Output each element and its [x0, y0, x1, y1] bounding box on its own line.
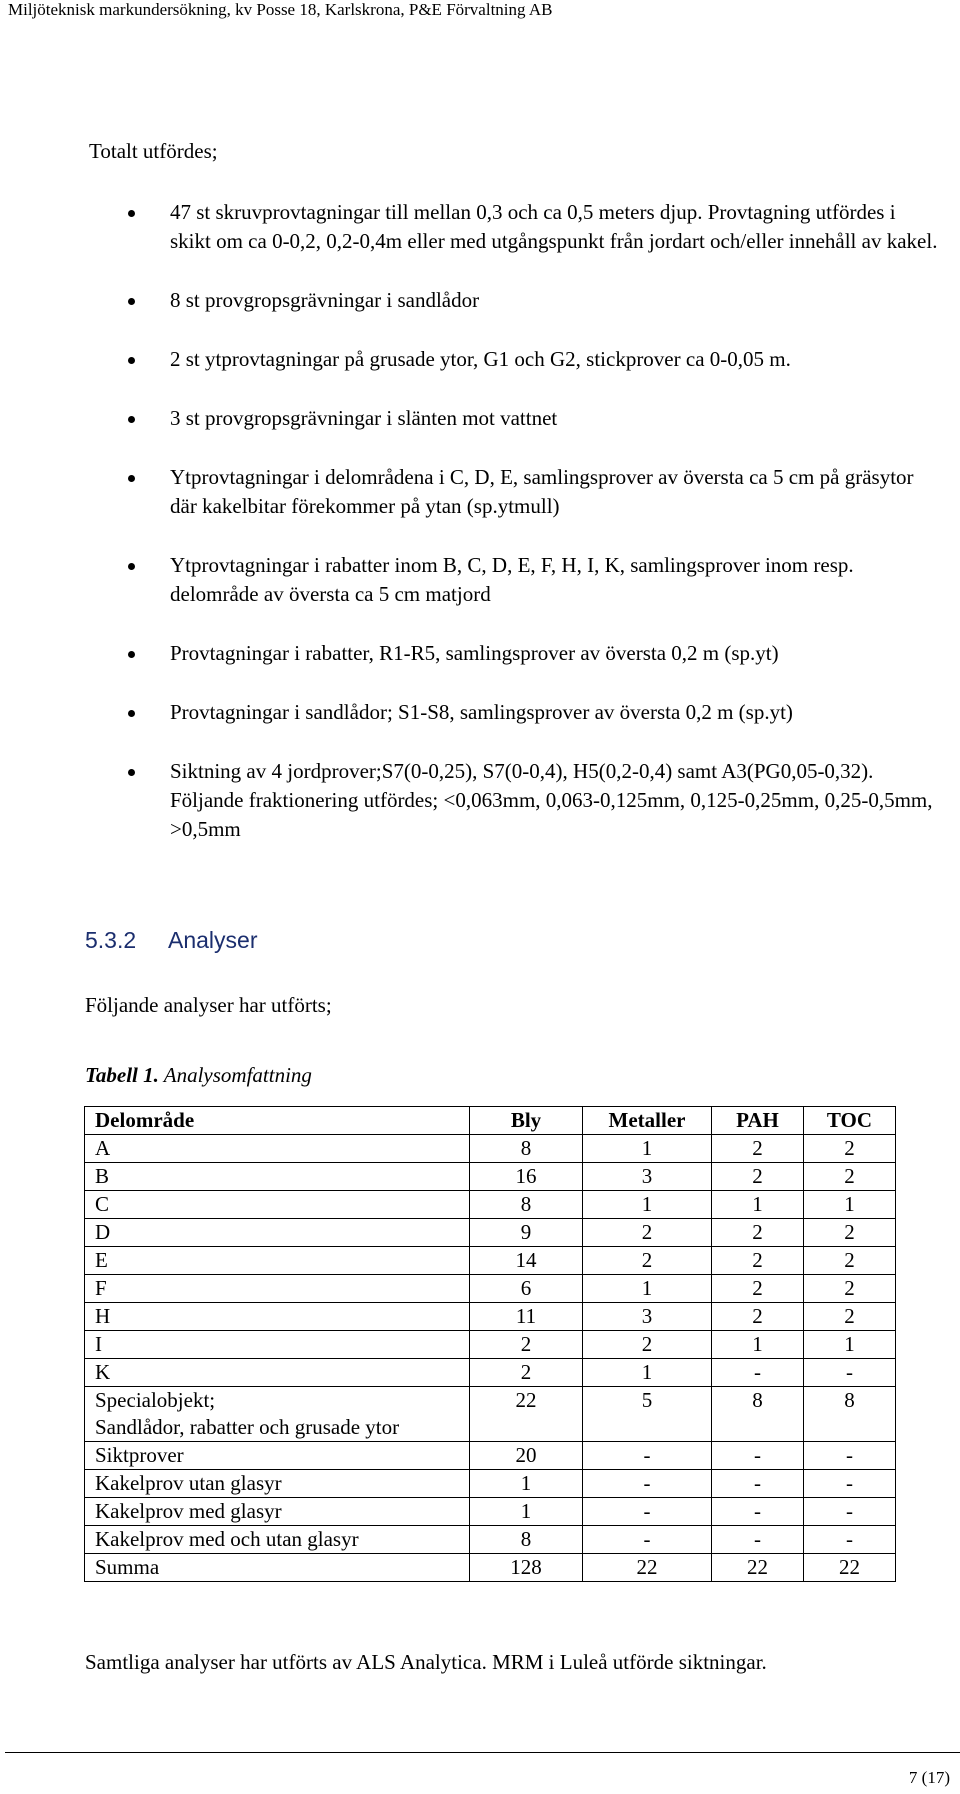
table-row	[85, 1219, 896, 1247]
table-cell: C	[85, 1191, 470, 1219]
table-cell: Kakelprov utan glasyr	[85, 1470, 470, 1498]
table-cell: 2	[583, 1247, 712, 1275]
bullet-item: Siktning av 4 jordprover;S7(0-0,25), S7(0-0,4), H5(0,2-0,4) samt A3(PG0,05-0,32). Följande fraktionering utfördes; <0,063mm, 0,063-0,125mm, 0,125-0,25mm, 0,25-0,5mm, >0,5mm	[128, 757, 938, 844]
table-cell: 2	[583, 1331, 712, 1359]
table-cell: Kakelprov med glasyr	[85, 1498, 470, 1526]
table-cell: Siktprover	[85, 1442, 470, 1470]
table-row	[85, 1247, 896, 1275]
table-cell: 1	[712, 1331, 804, 1359]
table-cell: 2	[712, 1275, 804, 1303]
table-cell: 1	[470, 1470, 583, 1498]
table-cell: 2	[712, 1163, 804, 1191]
bullet-list	[128, 198, 938, 874]
table-cell: 2	[804, 1275, 896, 1303]
table-cell: 2	[804, 1135, 896, 1163]
table-cell: 1	[712, 1191, 804, 1219]
bullet-item: 3 st provgropsgrävningar i slänten mot vattnet	[128, 404, 938, 433]
table-cell: B	[85, 1163, 470, 1191]
table-row	[85, 1554, 896, 1582]
section-title: Analyser	[168, 927, 258, 953]
table-cell: 6	[470, 1275, 583, 1303]
table-cell: -	[712, 1359, 804, 1387]
table-cell: Kakelprov med och utan glasyr	[85, 1526, 470, 1554]
analysis-table	[84, 1106, 896, 1582]
table-cell: 1	[470, 1498, 583, 1526]
table-cell: 1	[804, 1191, 896, 1219]
table-cell: 22	[712, 1554, 804, 1582]
table-caption-text: Analysomfattning	[158, 1063, 312, 1087]
table-cell: -	[804, 1526, 896, 1554]
table-cell: -	[583, 1498, 712, 1526]
table-cell: 8	[712, 1387, 804, 1442]
table-cell: -	[583, 1442, 712, 1470]
table-cell: -	[583, 1470, 712, 1498]
table-cell: 2	[712, 1135, 804, 1163]
table-cell: 2	[804, 1303, 896, 1331]
table-cell: 9	[470, 1219, 583, 1247]
header-cell: Metaller	[583, 1107, 712, 1135]
header-cell: PAH	[712, 1107, 804, 1135]
table-row	[85, 1303, 896, 1331]
table-cell: -	[712, 1470, 804, 1498]
table-cell: -	[804, 1442, 896, 1470]
bullet-item: 47 st skruvprovtagningar till mellan 0,3 och ca 0,5 meters djup. Provtagning utfördes i skikt om ca 0-0,2, 0,2-0,4m eller med utgångspunkt från jordart och/eller innehåll av kakel.	[128, 198, 938, 256]
table-row	[85, 1387, 896, 1442]
table-row	[85, 1331, 896, 1359]
table-cell: I	[85, 1331, 470, 1359]
footer-divider	[5, 1752, 960, 1753]
table-row	[85, 1470, 896, 1498]
table-cell: D	[85, 1219, 470, 1247]
table-header-row	[85, 1107, 896, 1135]
table-cell: 8	[470, 1135, 583, 1163]
table-cell: 5	[583, 1387, 712, 1442]
table-cell: Summa	[85, 1554, 470, 1582]
lead-text: Följande analyser har utförts;	[85, 993, 332, 1017]
table-row	[85, 1135, 896, 1163]
bullet-item: Provtagningar i sandlådor; S1-S8, samlingsprover av översta 0,2 m (sp.yt)	[128, 698, 938, 727]
table-cell: K	[85, 1359, 470, 1387]
table-cell: A	[85, 1135, 470, 1163]
table-cell: 8	[804, 1387, 896, 1442]
table-cell: E	[85, 1247, 470, 1275]
table-caption	[85, 1063, 312, 1088]
document-header: Miljöteknisk markundersökning, kv Posse 18, Karlskrona, P&E Förvaltning AB	[8, 0, 553, 19]
closing-text: Samtliga analyser har utförts av ALS Analytica. MRM i Luleå utförde siktningar.	[85, 1650, 767, 1674]
table-cell: H	[85, 1303, 470, 1331]
header-cell: TOC	[804, 1107, 896, 1135]
bullet-item: Provtagningar i rabatter, R1-R5, samlingsprover av översta 0,2 m (sp.yt)	[128, 639, 938, 668]
table-cell: 2	[712, 1303, 804, 1331]
table-cell: 22	[470, 1387, 583, 1442]
table-cell: 16	[470, 1163, 583, 1191]
header-cell: Delområde	[85, 1107, 470, 1135]
bullet-item: Ytprovtagningar i delområdena i C, D, E, samlingsprover av översta ca 5 cm på gräsytor där kakelbitar förekommer på ytan (sp.ytmull)	[128, 463, 938, 521]
table-row	[85, 1359, 896, 1387]
section-heading	[85, 927, 257, 954]
table-cell: 8	[470, 1191, 583, 1219]
table-cell: 2	[470, 1331, 583, 1359]
bullet-item: 8 st provgropsgrävningar i sandlådor	[128, 286, 938, 315]
table-cell: -	[804, 1470, 896, 1498]
table-cell: 2	[712, 1247, 804, 1275]
table-cell: 1	[583, 1275, 712, 1303]
table-cell: 128	[470, 1554, 583, 1582]
table-cell: 2	[804, 1163, 896, 1191]
table-cell: -	[712, 1526, 804, 1554]
table-cell: 14	[470, 1247, 583, 1275]
section-number: 5.3.2	[85, 927, 137, 953]
table-row	[85, 1526, 896, 1554]
table-cell: 2	[712, 1219, 804, 1247]
table-caption-label: Tabell 1.	[85, 1063, 159, 1087]
table-row	[85, 1191, 896, 1219]
table-cell: 2	[804, 1247, 896, 1275]
table-row	[85, 1498, 896, 1526]
table-cell: 20	[470, 1442, 583, 1470]
table-cell: 11	[470, 1303, 583, 1331]
table-cell: -	[804, 1498, 896, 1526]
table-cell: 1	[583, 1359, 712, 1387]
table-cell: 1	[583, 1135, 712, 1163]
table-cell: 3	[583, 1303, 712, 1331]
bullet-item: Ytprovtagningar i rabatter inom B, C, D, E, F, H, I, K, samlingsprover inom resp. delområde av översta ca 5 cm matjord	[128, 551, 938, 609]
header-cell: Bly	[470, 1107, 583, 1135]
table-row	[85, 1275, 896, 1303]
table-cell: 22	[583, 1554, 712, 1582]
table-cell: 3	[583, 1163, 712, 1191]
table-cell: -	[583, 1526, 712, 1554]
table-cell: 2	[470, 1359, 583, 1387]
table-cell: Specialobjekt; Sandlådor, rabatter och grusade ytor	[85, 1387, 470, 1442]
table-cell: 2	[583, 1219, 712, 1247]
table-cell: -	[712, 1442, 804, 1470]
intro-text: Totalt utfördes;	[89, 139, 218, 163]
table-cell: -	[804, 1359, 896, 1387]
page-number: 7 (17)	[908, 1768, 950, 1787]
table-cell: 22	[804, 1554, 896, 1582]
table-row	[85, 1442, 896, 1470]
table-cell: F	[85, 1275, 470, 1303]
table-cell: 1	[804, 1331, 896, 1359]
table-cell: 8	[470, 1526, 583, 1554]
bullet-item: 2 st ytprovtagningar på grusade ytor, G1 och G2, stickprover ca 0-0,05 m.	[128, 345, 938, 374]
table-row	[85, 1163, 896, 1191]
table-cell: 2	[804, 1219, 896, 1247]
table-cell: -	[712, 1498, 804, 1526]
table-cell: 1	[583, 1191, 712, 1219]
